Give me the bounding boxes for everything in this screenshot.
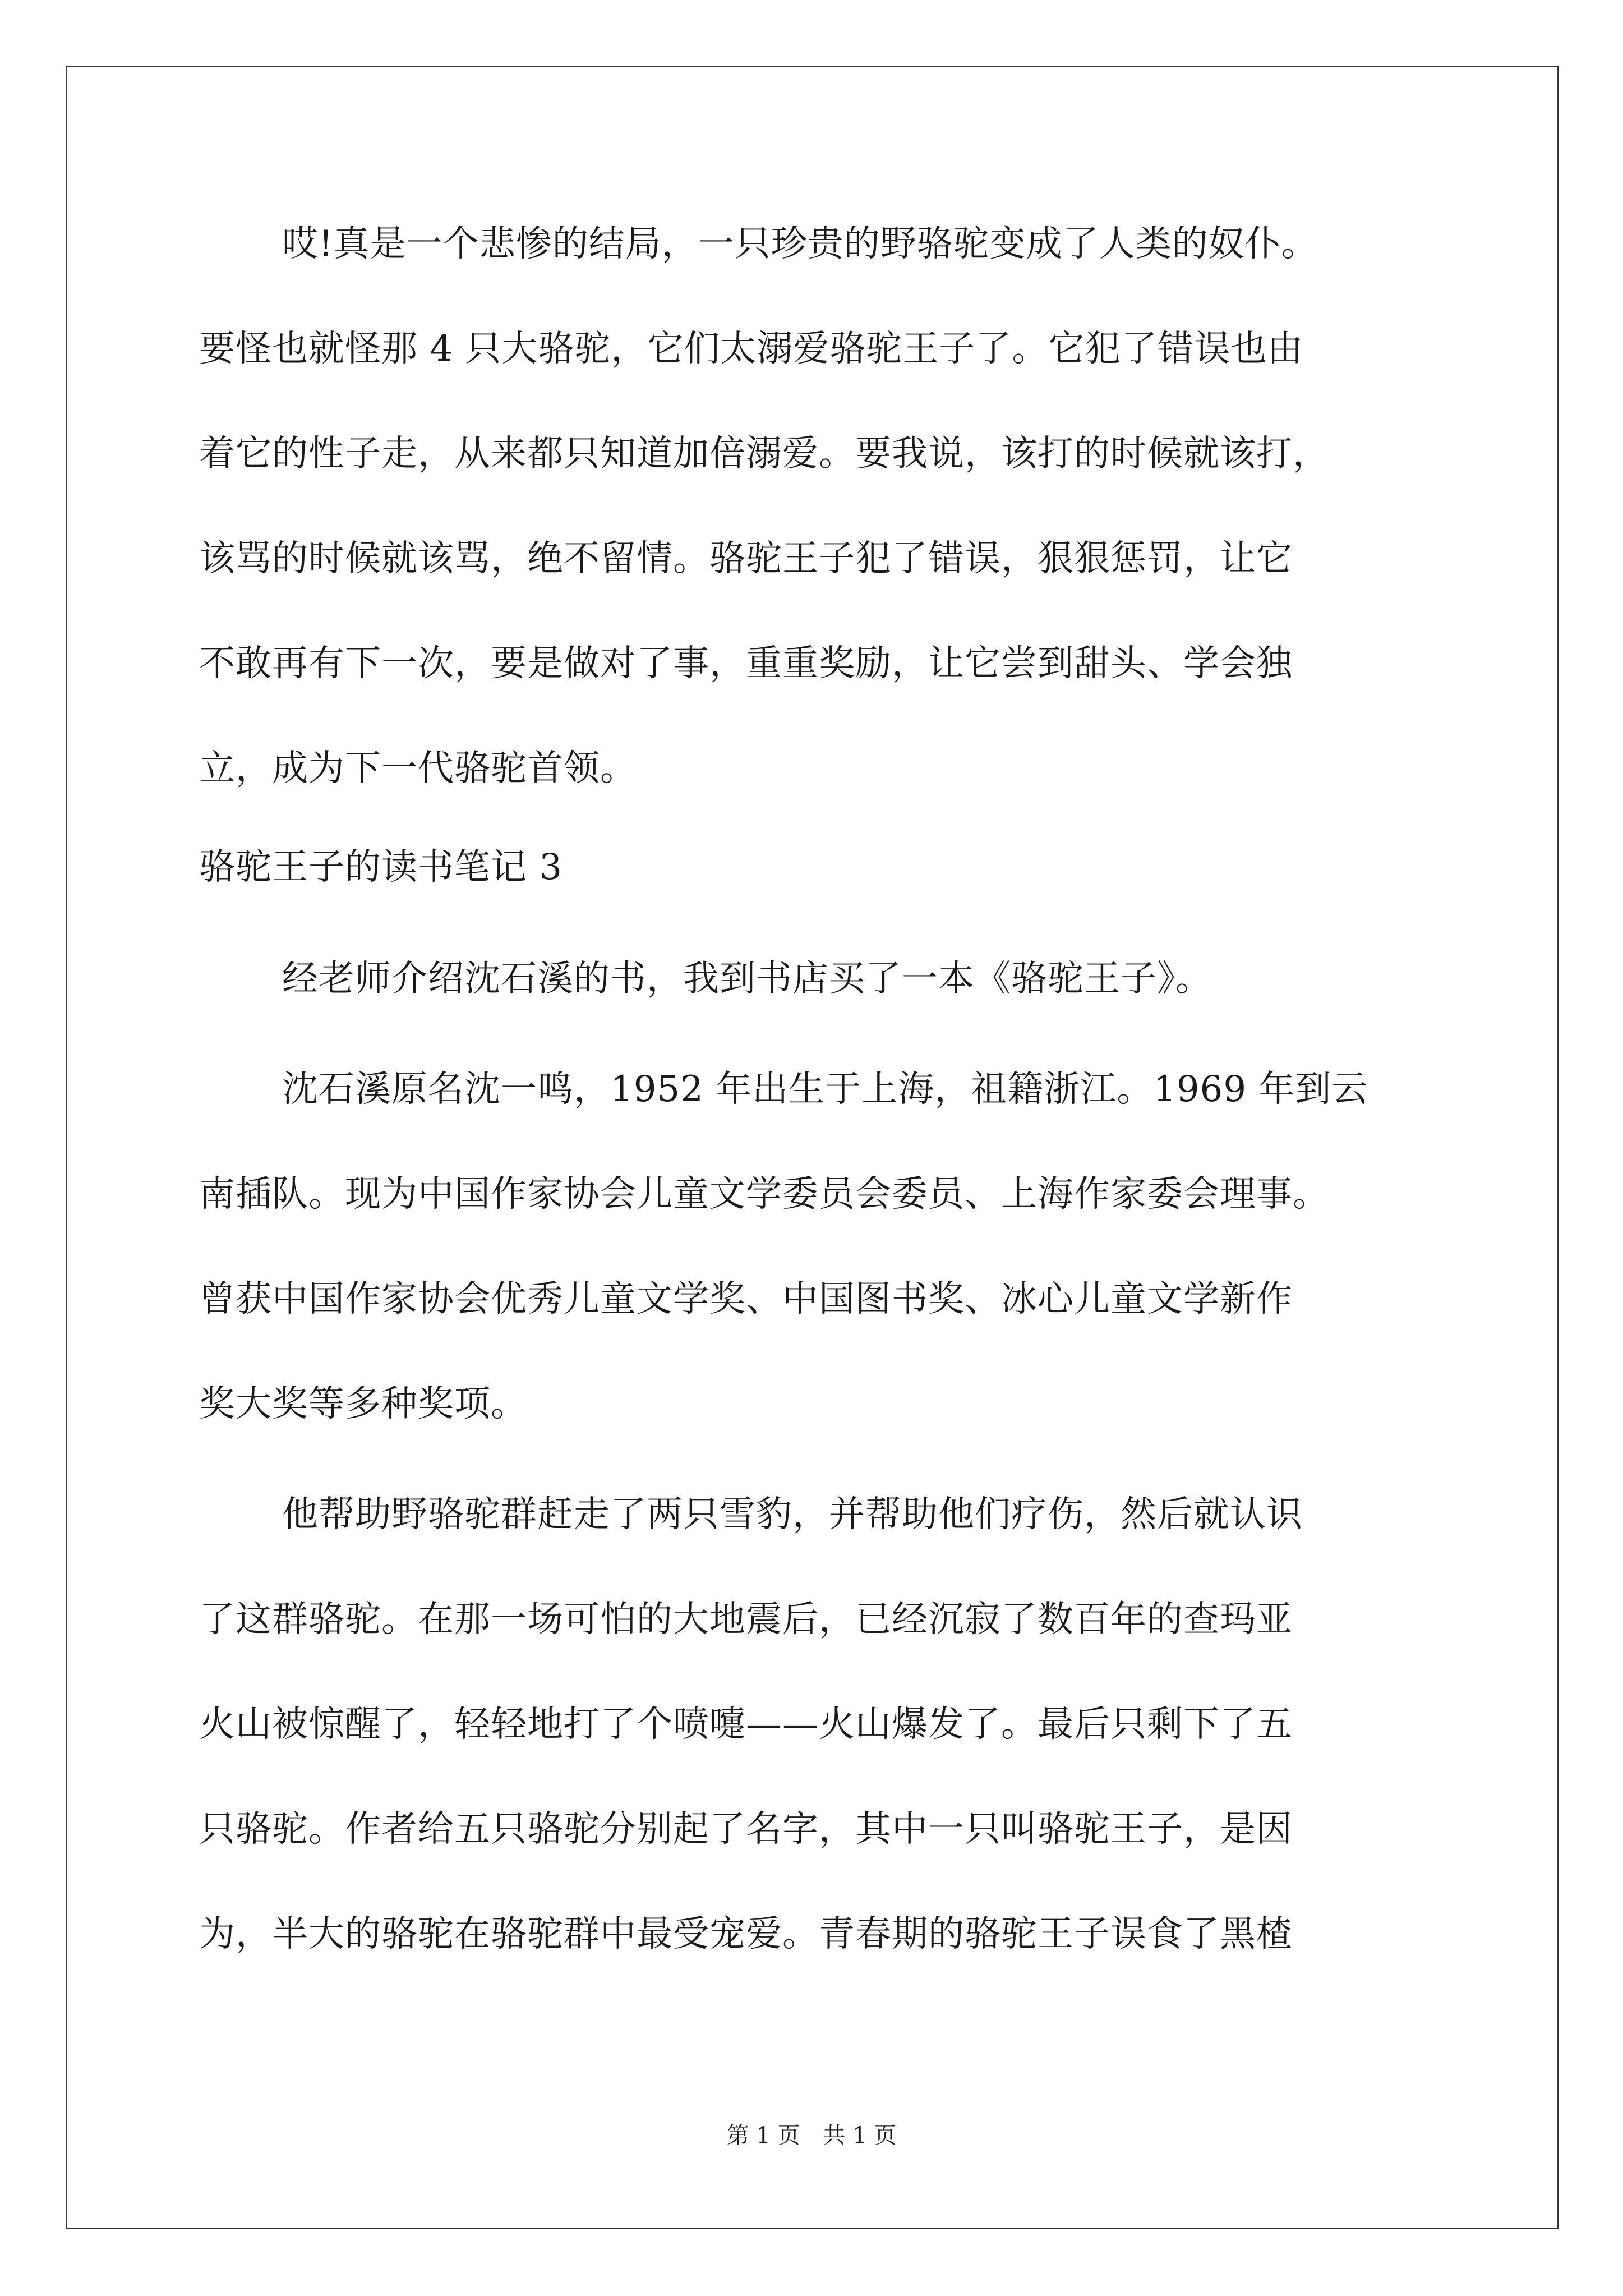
paragraph-line: 他帮助野骆驼群赶走了两只雪豹，并帮助他们疗伤，然后就认识 xyxy=(282,1494,1303,1535)
page-footer xyxy=(0,2122,1623,2150)
paragraph-line: 只骆驼。作者给五只骆驼分别起了名字，其中一只叫骆驼王子，是因 xyxy=(199,1809,1293,1850)
paragraph-line: 哎!真是一个悲惨的结局，一只珍贵的野骆驼变成了人类的奴仆。 xyxy=(282,223,1318,265)
paragraph-line: 了这群骆驼。在那一场可怕的大地震后，已经沉寂了数百年的查玛亚 xyxy=(199,1599,1293,1640)
page-number: 第 1 页 xyxy=(726,2123,800,2148)
paragraph-line: 沈石溪原名沈一鸣，1952 年出生于上海，祖籍浙江。1969 年到云 xyxy=(282,1069,1368,1110)
paragraph-line: 经老师介绍沈石溪的书，我到书店买了一本《骆驼王子》。 xyxy=(282,958,1212,1000)
paragraph-line: 为，半大的骆驼在骆驼群中最受宠爱。青春期的骆驼王子误食了黑楂 xyxy=(199,1913,1293,1955)
page-total: 共 1 页 xyxy=(823,2123,897,2148)
page-border xyxy=(66,66,1559,2229)
paragraph-line: 要怪也就怪那 4 只大骆驼，它们太溺爱骆驼王子了。它犯了错误也由 xyxy=(199,328,1304,370)
paragraph-line: 曾获中国作家协会优秀儿童文学奖、中国图书奖、冰心儿童文学新作 xyxy=(199,1278,1293,1320)
paragraph-line: 火山被惊醒了，轻轻地打了个喷嚏——火山爆发了。最后只剩下了五 xyxy=(199,1704,1293,1745)
section-heading: 骆驼王子的读书笔记 3 xyxy=(199,846,563,888)
paragraph-line: 立，成为下一代骆驼首领。 xyxy=(199,748,637,789)
paragraph-line: 奖大奖等多种奖项。 xyxy=(199,1383,527,1425)
paragraph-line: 南插队。现为中国作家协会儿童文学委员会委员、上海作家委会理事。 xyxy=(199,1174,1329,1215)
paragraph-line: 着它的性子走，从来都只知道加倍溺爱。要我说，该打的时候就该打， xyxy=(199,433,1329,475)
paragraph-line: 不敢再有下一次，要是做对了事，重重奖励，让它尝到甜头、学会独 xyxy=(199,643,1293,684)
paragraph-line: 该骂的时候就该骂，绝不留情。骆驼王子犯了错误，狠狠惩罚，让它 xyxy=(199,538,1293,579)
